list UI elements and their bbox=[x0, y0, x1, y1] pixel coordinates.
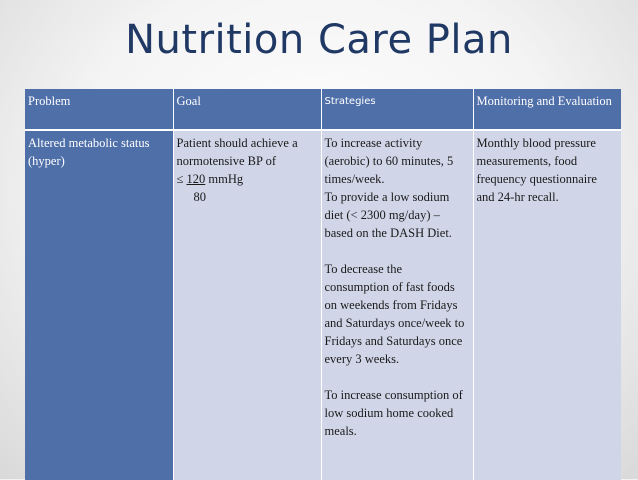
strategy-item: To decrease the consumption of fast foods on weekends from Fridays and Saturdays once/week to Fridays and Saturdays once every 3 weeks. bbox=[324, 262, 465, 366]
header-goal: Goal bbox=[173, 89, 321, 130]
strategy-item: To provide a low sodium diet (< 2300 mg/day) – based on the DASH Diet. bbox=[324, 190, 452, 240]
bp-target bbox=[177, 170, 318, 188]
bp-systolic: 120 bbox=[186, 172, 206, 186]
bp-diastolic: 80 bbox=[193, 190, 206, 204]
header-strategies: Strategies bbox=[321, 89, 473, 130]
strategy-item: To increase consumption of low sodium home cooked meals. bbox=[324, 388, 463, 438]
slide-title: Nutrition Care Plan bbox=[125, 17, 513, 63]
goal-line: Patient should achieve a bbox=[176, 136, 298, 150]
bp-prefix: ≤ bbox=[176, 172, 187, 186]
table-header-row bbox=[25, 89, 621, 130]
monitoring-cell bbox=[473, 130, 621, 480]
header-problem: Problem bbox=[25, 89, 173, 130]
bp-unit: mmHg bbox=[205, 172, 244, 186]
strategies-cell bbox=[321, 130, 473, 480]
goal-line: normotensive BP of bbox=[176, 154, 277, 168]
spacer bbox=[325, 368, 470, 386]
problem-cell bbox=[25, 130, 173, 480]
goal-cell bbox=[173, 130, 321, 480]
spacer bbox=[325, 242, 470, 260]
table-row bbox=[25, 130, 621, 480]
problem-line: (hyper) bbox=[28, 154, 65, 168]
header-monitoring: Monitoring and Evaluation bbox=[473, 89, 621, 130]
monitoring-text: Monthly blood pressure measurements, food frequency questionnaire and 24-hr recall. bbox=[476, 136, 597, 204]
strategy-item: To increase activity (aerobic) to 60 minutes, 5 times/week. bbox=[324, 136, 454, 186]
care-plan-table bbox=[25, 89, 621, 480]
problem-line: Altered metabolic status bbox=[28, 136, 150, 150]
